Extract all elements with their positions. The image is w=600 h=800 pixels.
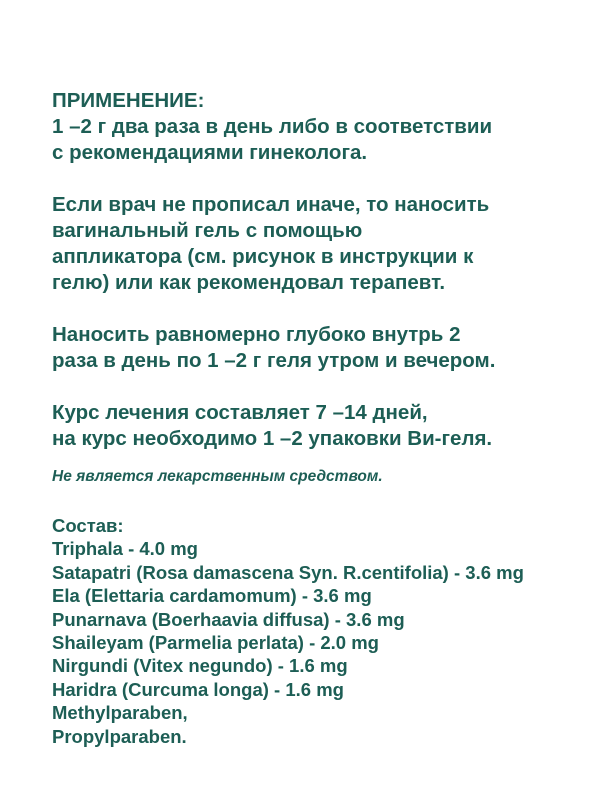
instructions-section [52, 192, 592, 296]
composition-item: Methylparaben, [52, 702, 188, 724]
spacer [52, 166, 592, 192]
composition-item: Nirgundi (Vitex negundo) - 1.6 mg [52, 655, 348, 677]
application-line: 1 –2 г два раза в день либо в соответствии [52, 115, 493, 138]
composition-item: Shaileyam (Parmelia perlata) - 2.0 mg [52, 632, 379, 654]
spacer [52, 452, 592, 466]
composition-heading: Состав: [52, 515, 124, 536]
composition-item: Propylparaben. [52, 725, 187, 747]
instructions-line: вагинальный гель с помощью [52, 219, 363, 242]
dosage-line: Наносить равномерно глубоко внутрь 2 [52, 323, 461, 346]
course-line: Курс лечения составляет 7 –14 дней, [52, 401, 428, 424]
composition-item: Triphala - 4.0 mg [52, 538, 198, 560]
spacer [52, 374, 592, 400]
instructions-line: Если врач не прописал иначе, то наносить [52, 193, 490, 216]
instructions-line: гелю) или как рекомендовал терапевт. [52, 271, 446, 294]
composition-item: Haridra (Curcuma longa) - 1.6 mg [52, 678, 344, 700]
spacer [52, 488, 592, 514]
application-line: с рекомендациями гинеколога. [52, 141, 368, 164]
composition-item: Satapatri (Rosa damascena Syn. R.centifolia) - 3.6 mg [52, 561, 524, 583]
application-section [52, 88, 592, 166]
composition-item: Punarnava (Boerhaavia diffusa) - 3.6 mg [52, 608, 405, 630]
spacer [52, 296, 592, 322]
instructions-line: аппликатора (см. рисунок в инструкции к [52, 245, 474, 268]
composition-list [52, 537, 592, 748]
disclaimer-note: Не является лекарственным средством. [52, 468, 383, 485]
application-heading: ПРИМЕНЕНИЕ: [52, 89, 205, 112]
composition-item: Ela (Elettaria cardamomum) - 3.6 mg [52, 585, 372, 607]
dosage-line: раза в день по 1 –2 г геля утром и вечером. [52, 349, 496, 372]
content-column [52, 88, 592, 748]
course-line: на курс необходимо 1 –2 упаковки Ви-геля. [52, 427, 493, 450]
course-section [52, 400, 592, 452]
dosage-section [52, 322, 592, 374]
